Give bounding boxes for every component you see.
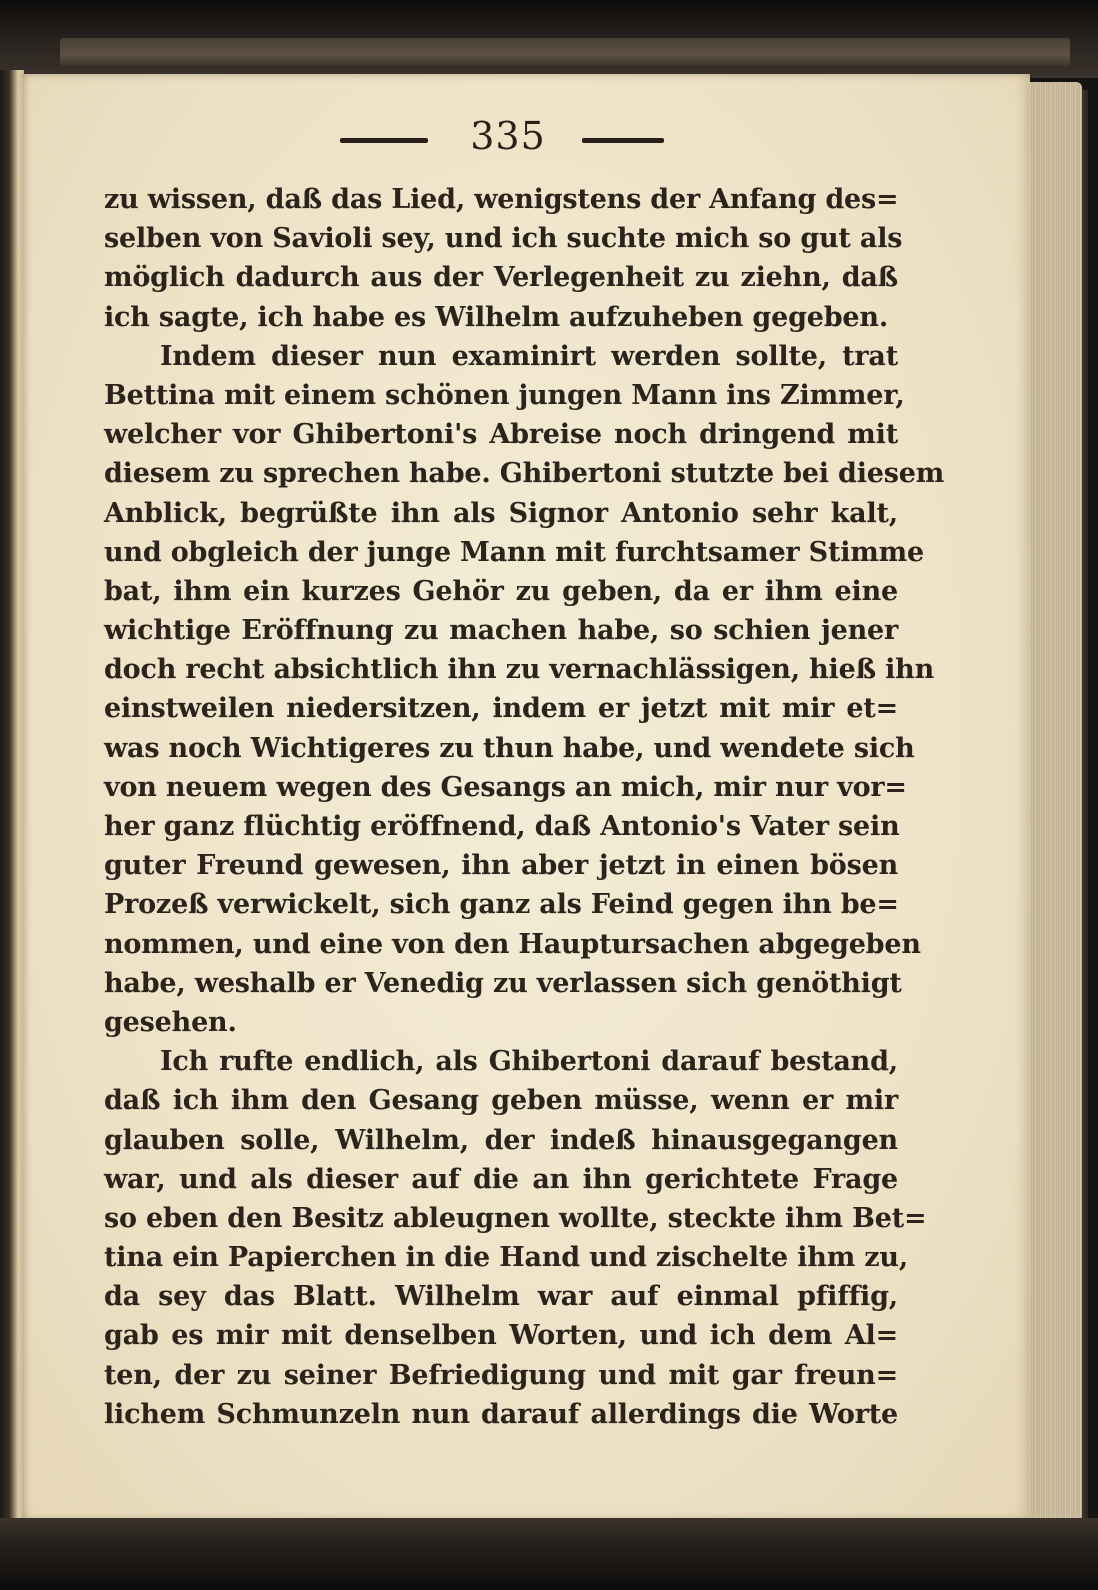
text-line: wichtige Eröffnung zu machen habe, so schien jener bbox=[104, 615, 898, 647]
text-line: her ganz flüchtig eröffnend, daß Antonio's Vater sein bbox=[104, 811, 900, 842]
book-board-edge bbox=[60, 38, 1070, 66]
text-line: da sey das Blatt. Wilhelm war auf einmal pfiffig, bbox=[104, 1281, 898, 1313]
header-rule-left bbox=[340, 138, 428, 143]
body-text bbox=[104, 180, 945, 1434]
header-rule-right bbox=[582, 138, 664, 143]
text-line: einstweilen niedersitzen, indem er jetzt mit mir et= bbox=[104, 693, 898, 725]
text-line: was noch Wichtigeres zu thun habe, und wendete sich bbox=[104, 732, 915, 764]
text-line: tina ein Papierchen in die Hand und zischelte ihm zu, bbox=[104, 1242, 909, 1274]
text-line: Indem dieser nun examinirt werden sollte, trat bbox=[160, 340, 898, 372]
text-line: Anblick, begrüßte ihn als Signor Antonio sehr kalt, bbox=[104, 497, 898, 529]
page-header bbox=[22, 112, 1030, 168]
text-line: daß ich ihm den Gesang geben müsse, wenn er mir bbox=[104, 1085, 898, 1117]
text-line: und obgleich der junge Mann mit furchtsamer Stimme bbox=[104, 536, 924, 568]
text-line: welcher vor Ghibertoni's Abreise noch dringend mit bbox=[104, 419, 898, 451]
text-line: doch recht absichtlich ihn zu vernachlässigen, hieß ihn bbox=[104, 654, 935, 686]
text-line: guter Freund gewesen, ihn aber jetzt in einen bösen bbox=[104, 850, 898, 882]
text-line: gesehen. bbox=[104, 1006, 237, 1038]
text-line: nommen, und eine von den Hauptursachen abgegeben bbox=[104, 928, 921, 960]
left-page-edge bbox=[0, 70, 24, 1520]
text-line: zu wissen, daß das Lied, wenigstens der Anfang des= bbox=[104, 184, 899, 215]
text-line: glauben solle, Wilhelm, der indeß hinausgegangen bbox=[104, 1124, 898, 1156]
text-line: Bettina mit einem schönen jungen Mann ins Zimmer, bbox=[104, 379, 905, 411]
text-line: selben von Savioli sey, und ich suchte mich so gut als bbox=[104, 223, 903, 255]
page-number: 335 bbox=[470, 114, 546, 158]
text-line: habe, weshalb er Venedig zu verlassen sich genöthigt bbox=[104, 967, 902, 999]
text-line: war, und als dieser auf die an ihn gerichtete Frage bbox=[104, 1163, 898, 1195]
text-line: ten, der zu seiner Befriedigung und mit gar freun= bbox=[104, 1359, 898, 1391]
text-line: bat, ihm ein kurzes Gehör zu geben, da er ihm eine bbox=[104, 575, 898, 607]
book-cover-bottom bbox=[0, 1518, 1098, 1590]
text-line: gab es mir mit denselben Worten, und ich dem Al= bbox=[104, 1320, 898, 1352]
text-line: von neuem wegen des Gesangs an mich, mir nur vor= bbox=[104, 771, 907, 803]
text-line: lichem Schmunzeln nun darauf allerdings die Worte bbox=[104, 1398, 898, 1430]
text-line: so eben den Besitz ableugnen wollte, steckte ihm Bet= bbox=[104, 1202, 927, 1234]
text-line: diesem zu sprechen habe. Ghibertoni stutzte bei diesem bbox=[104, 458, 945, 490]
page-stack-edge bbox=[1022, 82, 1082, 1522]
text-line: Ich rufte endlich, als Ghibertoni darauf bestand, bbox=[160, 1046, 898, 1078]
text-line: ich sagte, ich habe es Wilhelm aufzuheben gegeben. bbox=[104, 301, 889, 333]
text-line: Prozeß verwickelt, sich ganz als Feind gegen ihn be= bbox=[104, 889, 899, 921]
text-line: möglich dadurch aus der Verlegenheit zu ziehn, daß bbox=[104, 262, 898, 294]
